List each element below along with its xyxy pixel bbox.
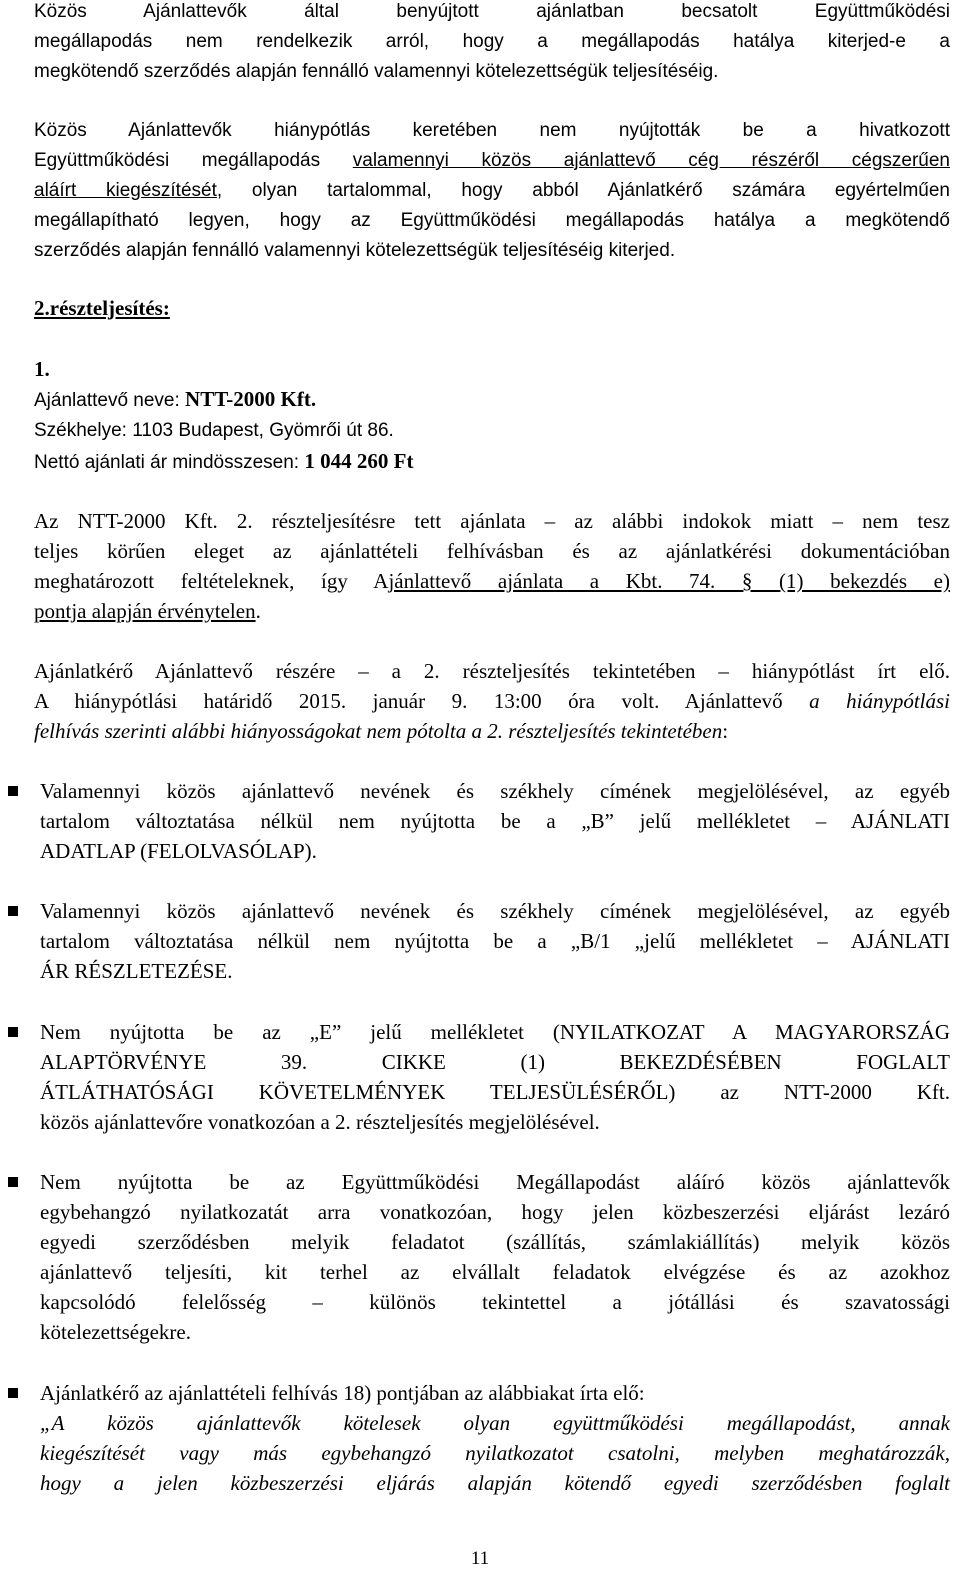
square-bullet-icon: [8, 1027, 18, 1037]
square-bullet-icon: [8, 1388, 18, 1398]
paragraph-4-line-2-text: A hiánypótlási határidő 2015. január 9. 13:00 óra volt. Ajánlattevő: [34, 689, 810, 713]
bullet-2-line-1: Valamennyi közös ajánlattevő nevének és székhely címének megjelölésével, az egyéb: [40, 899, 950, 923]
bidder-name-value: NTT-2000 Kft.: [185, 387, 317, 411]
paragraph-3-underlined-2: pontja alapján érvénytelen: [34, 599, 256, 623]
bullet-item-1: [40, 776, 950, 866]
paragraph-1-line-3: megkötendő szerződés alapján fennálló valamennyi kötelezettségük teljesítéséig.: [34, 61, 719, 82]
paragraph-3-line-4-text: .: [255, 599, 261, 623]
bullet-5-line-1: Ajánlatkérő az ajánlattételi felhívás 18) pontjában az alábbiakat írta elő:: [40, 1381, 645, 1405]
paragraph-1: [34, 0, 950, 87]
bidder-name-label: Ajánlattevő neve:: [34, 390, 186, 411]
bullet-4-line-1: Nem nyújtotta be az Együttműködési Megállapodást aláíró közös ajánlattevők: [40, 1170, 950, 1194]
paragraph-2-line-5: szerződés alapján fennálló valamennyi kötelezettségük teljesítéséig kiterjed.: [34, 240, 676, 261]
bidder-seat: Székhelye: 1103 Budapest, Gyömrői út 86.: [34, 420, 394, 441]
bullet-3-line-3: ÁTLÁTHATÓSÁGI KÖVETELMÉNYEK TELJESÜLÉSÉRŐL) az NTT-2000 Kft.: [40, 1080, 950, 1104]
bullet-4-line-2: egybehangzó nyilatkozatát arra vonatkozóan, hogy jelen közbeszerzési eljárást lezáró: [40, 1200, 950, 1224]
bidder-number: 1.: [34, 357, 50, 381]
paragraph-2-line-3: [34, 176, 950, 206]
paragraph-3-line-3: [34, 566, 950, 596]
bidder-name: [34, 384, 950, 416]
bullet-4-line-4: ajánlattevő teljesíti, kit terhel az elvállalt feladatok elvégzése és az azokhoz: [40, 1260, 950, 1284]
paragraph-2: [34, 116, 950, 266]
paragraph-2-line-3-text: , olyan tartalommal, hogy abból Ajánlatkérő számára egyértelműen: [216, 180, 950, 201]
bidder-price-value: 1 044 260 Ft: [304, 449, 414, 473]
bullet-item-2: [40, 896, 950, 986]
paragraph-3-line-1: Az NTT-2000 Kft. 2. részteljesítésre tett ajánlata – az alábbi indokok miatt – nem tesz: [34, 509, 950, 533]
paragraph-4-line-3: [34, 716, 950, 746]
paragraph-2-line-4: megállapítható legyen, hogy az Együttműködési megállapodás hatálya a megkötendő: [34, 210, 950, 231]
square-bullet-icon: [8, 786, 18, 796]
bullet-item-3: [40, 1017, 950, 1137]
square-bullet-icon: [8, 1177, 18, 1187]
bullet-5-italic-line-1: „A közös ajánlattevők kötelesek olyan együttműködési megállapodást, annak: [40, 1411, 950, 1435]
paragraph-4-line-2: [34, 686, 950, 716]
paragraph-4-line-3-text: :: [722, 719, 729, 743]
bullet-item-5: [40, 1378, 950, 1498]
section-heading: 2.részteljesítés:: [34, 296, 170, 320]
bullet-item-4: [40, 1167, 950, 1347]
paragraph-4-line-1: Ajánlatkérő Ajánlattevő részére – a 2. részteljesítés tekintetében – hiánypótlást írt elő.: [34, 659, 950, 683]
paragraph-4: [34, 656, 950, 746]
page-number: 11: [470, 1548, 490, 1569]
bullet-4-line-5: kapcsolódó felelősség – különös tekintettel a jótállási és szavatossági: [40, 1290, 950, 1314]
paragraph-2-line-1: Közös Ajánlattevők hiánypótlás keretében nem nyújtották be a hivatkozott: [34, 120, 950, 141]
bullet-4-line-3: egyedi szerződésben melyik feladatot (szállítás, számlakiállítás) melyik közös: [40, 1230, 950, 1254]
paragraph-1-line-2: megállapodás nem rendelkezik arról, hogy a megállapodás hatálya kiterjed-e a: [34, 31, 950, 52]
bullet-3-line-1: Nem nyújtotta be az „E” jelű mellékletet (NYILATKOZAT A MAGYARORSZÁG: [40, 1020, 950, 1044]
paragraph-3-underlined-1: jánlattevő ajánlata a Kbt. 74. § (1) bekezdés e): [388, 569, 950, 593]
bullet-5-italic-line-3: hogy a jelen közbeszerzési eljárás alapján kötendő egyedi szerződésben foglalt: [40, 1471, 950, 1495]
bullet-1-line-3: ADATLAP (FELOLVASÓLAP).: [40, 839, 317, 863]
square-bullet-icon: [8, 906, 18, 916]
bullet-2-line-3: ÁR RÉSZLETEZÉSE.: [40, 959, 233, 983]
bullet-4-line-6: kötelezettségekre.: [40, 1320, 191, 1344]
bullet-2-line-2: tartalom változtatása nélkül nem nyújtotta be a „B/1 „jelű mellékletet – AJÁNLATI: [40, 929, 950, 953]
bidder-price: [34, 446, 950, 478]
bullet-5-italic-line-2: kiegészítését vagy más egybehangzó nyilatkozatot csatolni, melyben meghatározzák,: [40, 1441, 950, 1465]
paragraph-1-line-1: Közös Ajánlattevők által benyújtott ajánlatban becsatolt Együttműködési: [34, 1, 950, 22]
paragraph-3-line-4: [34, 596, 950, 626]
bullet-3-line-2: ALAPTÖRVÉNYE 39. CIKKE (1) BEKEZDÉSÉBEN FOGLALT: [40, 1050, 950, 1074]
bullet-3-line-4: közös ajánlattevőre vonatkozóan a 2. részteljesítés megjelölésével.: [40, 1110, 600, 1134]
paragraph-3: [34, 506, 950, 626]
paragraph-2-underlined-2: aláírt kiegészítését: [34, 180, 217, 201]
bidder-info: [34, 354, 950, 478]
paragraph-2-underlined-1: valamennyi közös ajánlattevő cég részéről cégszerűen: [352, 150, 950, 171]
bullet-1-line-2: tartalom változtatása nélkül nem nyújtotta be a „B” jelű mellékletet – AJÁNLATI: [40, 809, 950, 833]
paragraph-2-line-2-text: Együttműködési megállapodás: [34, 150, 353, 171]
bidder-price-label: Nettó ajánlati ár mindösszesen:: [34, 452, 305, 473]
paragraph-3-line-2: teljes körűen eleget az ajánlattételi felhívásban és az ajánlatkérési dokumentációban: [34, 539, 950, 563]
paragraph-4-italic-2: felhívás szerinti alábbi hiányosságokat nem pótolta a 2. részteljesítés tekintetében: [34, 719, 723, 743]
bullet-1-line-1: Valamennyi közös ajánlattevő nevének és székhely címének megjelölésével, az egyéb: [40, 779, 950, 803]
paragraph-2-line-2: [34, 146, 950, 176]
paragraph-3-line-3-text: meghatározott feltételeknek, így A: [34, 569, 389, 593]
paragraph-4-italic-1: a hiánypótlási: [809, 689, 950, 713]
